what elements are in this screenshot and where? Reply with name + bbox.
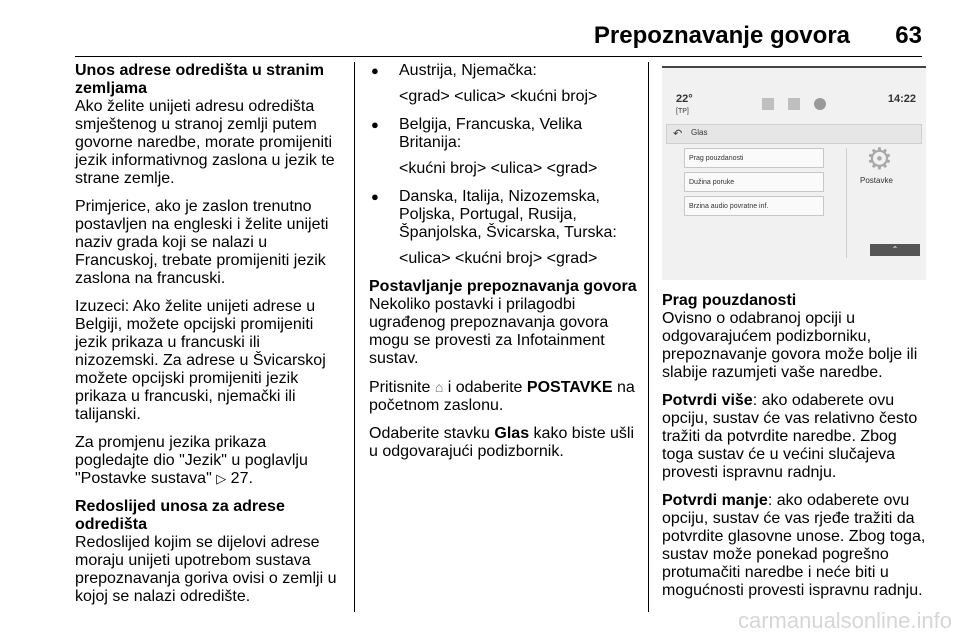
- paragraph: Za promjenu jezika prikaza pogledajte dio "Jezik" u poglavlju "Postavke sustava" ▷ 27.: [75, 434, 308, 487]
- clock: 14:22: [887, 93, 916, 105]
- screen-divider: [846, 148, 847, 258]
- watermark: carmanualsonline.info: [737, 608, 952, 633]
- page-header: [0, 0, 960, 60]
- phone-icon: [788, 98, 800, 110]
- screen-title: Glas: [691, 128, 708, 137]
- column-left: [75, 62, 343, 616]
- paragraph: Ako želite unijeti adresu odredišta smještenog u stranoj zemlji putem govorne naredbe, morate promijeniti jezik informativnog zaslona u jezik te strane zemlje.: [75, 98, 335, 187]
- infotainment-screen-illustration: [662, 66, 926, 280]
- address-order-list: [369, 62, 639, 268]
- page-ref-link[interactable]: 27.: [230, 470, 253, 487]
- header-rule: [75, 56, 922, 57]
- paragraph: Primjerice, ako je zaslon trenutno postavljen na engleski i želite unijeti naziv grada koji se nalazi u Francuskoj, trebate promijeniti jezik zaslona na francuski.: [75, 198, 329, 287]
- section-heading: Unos adrese odredišta u stranim zemljama: [75, 62, 324, 97]
- paragraph: Potvrdi više: ako odaberete ovu opciju, sustav će vas relativno često tražiti da potvrdite naredbe. Zbog toga sustav će u većini slučajeva provesti ispravnu radnju.: [662, 392, 918, 481]
- chapter-title: Prepoznavanje govora: [593, 22, 850, 49]
- screen-title-bar: [666, 124, 922, 144]
- paragraph: Pritisnite ⌂ i odaberite POSTAVKE na početnom zaslonu.: [369, 379, 635, 414]
- paragraph: Izuzeci: Ako želite unijeti adrese u Belgiji, možete opcijski promijeniti jezik prikaza u francuski ili nizozemski. Za adrese u Švicarskoj možete opcijski promijeniti jezik prikaza u francuski, njemački ili talijanski.: [75, 298, 326, 423]
- section-heading: Redoslijed unosa za adrese odredišta: [75, 498, 285, 533]
- back-icon: ↶: [673, 128, 683, 140]
- paragraph: Ovisno o odabranoj opciji u odgovarajućem podizborniku, prepoznavanje govora može bolje ili slabije razumjeti vaše naredbe.: [662, 310, 918, 381]
- page-ref-arrow-icon: ▷: [216, 471, 227, 486]
- list-item: ● Belgija, Francuska, Velika Britanija: <kućni broj> <ulica> <grad>: [369, 116, 639, 178]
- temperature: 22°: [676, 93, 693, 105]
- paragraph: Odaberite stavku Glas kako biste ušli u odgovarajući podizbornik.: [369, 425, 635, 460]
- paragraph: Potvrdi manje: ako odaberete ovu opciju, sustav će vas rjeđe tražiti da potvrdite glasovne unose. Zbog toga, sustav može ponekad pogrešno protumačiti naredbe i neće biti u mogućnosti provesti ispravnu radnju.: [662, 492, 926, 599]
- paragraph: Nekoliko postavki i prilagodbi ugrađenog prepoznavanja govora mogu se provesti za Infotainment sustav.: [369, 296, 609, 367]
- settings-label: Postavke: [860, 176, 893, 185]
- tp-indicator: [TP]: [676, 108, 689, 115]
- column-right: [662, 292, 928, 610]
- gear-icon: ⚙: [866, 143, 893, 176]
- section-heading: Prag pouzdanosti: [662, 292, 797, 309]
- menu-item: Prag pouzdanosti: [684, 148, 824, 168]
- screen-status-bar: [662, 88, 926, 122]
- column-divider: [648, 62, 649, 612]
- menu-item: Dužina poruke: [684, 172, 824, 192]
- list-item: ● Austrija, Njemačka: <grad> <ulica> <kućni broj>: [369, 62, 639, 106]
- record-icon: [814, 98, 826, 110]
- chevron-up-icon: ⌃: [870, 244, 920, 256]
- page-number: 63: [895, 22, 922, 49]
- list-item: ● Danska, Italija, Nizozemska, Poljska, Portugal, Rusija, Španjolska, Švicarska, Turska: <ulica> <kućni broj> <grad>: [369, 188, 639, 268]
- menu-item: Brzina audio povratne inf.: [684, 196, 824, 216]
- section-heading: Postavljanje prepoznavanja govora: [369, 278, 637, 295]
- paragraph: Redoslijed kojim se dijelovi adrese moraju unijeti upotrebom sustava prepoznavanja goriva ovisi o zemlji u kojoj se nalazi odredište.: [75, 534, 337, 605]
- column-divider: [354, 62, 355, 612]
- home-button-icon: ⌂: [434, 379, 444, 395]
- column-middle: [369, 62, 639, 471]
- music-icon: [762, 98, 774, 110]
